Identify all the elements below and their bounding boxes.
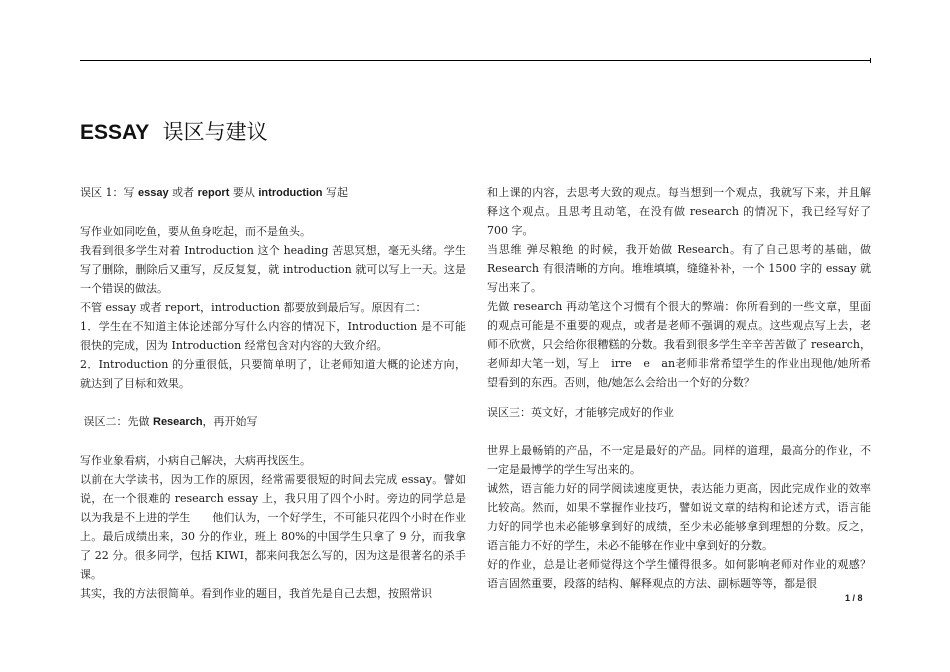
spacer bbox=[80, 432, 466, 451]
paragraph: 世界上最畅销的产品，不一定是最好的产品。同样的道理，最高分的作业，不一定是最博学的学生写出来的。 bbox=[487, 444, 871, 476]
paragraph: 其实，我的方法很简单。看到作业的题目，我首先是自己去想，按照常识 bbox=[80, 587, 432, 600]
section-heading-1-mid2: 要从 bbox=[229, 186, 259, 199]
paragraph: 和上课的内容，去思考大致的观点。每当想到一个观点，我就写下来，并且解释这个观点。且思考且动笔，在没有做 research 的情况下，我已经写好了 700 字。 bbox=[487, 186, 871, 237]
header-rule bbox=[80, 60, 871, 61]
right-column bbox=[487, 183, 871, 593]
document-title bbox=[80, 116, 268, 146]
paragraph: 好的作业，总是让老师觉得这个学生懂得很多。如何影响老师对作业的观感？语言固然重要，段落的结构、解释观点的方法、副标题等等，都是很 bbox=[487, 558, 871, 590]
section-heading-1 bbox=[80, 183, 466, 203]
left-column bbox=[80, 183, 466, 603]
paragraph: 以前在大学读书，因为工作的原因，经常需要很短的时间去完成 essay。譬如说，在一个很难的 research essay 上，我只用了四个小时。旁边的同学总是以为我是不上进的学生 他们认为，一个好学生，不可能只花四个小时在作业上。最后成绩出来，30 分的作业，班上 80%的中国学生只拿了 9 分，而我拿了 22 分。很多同学，包括 KIWI，都来问我怎么写的，因为这是很著名的杀手课。 bbox=[80, 473, 466, 581]
section-heading-3: 误区三：英文好，才能够完成好的作业 bbox=[487, 406, 674, 419]
paragraph: 我看到很多学生对着 Introduction 这个 heading 苦思冥想，毫无头绪。学生写了删除，删除后又重写，反反复复，就 introduction 就可以写上一天。这是一个错误的做法。 bbox=[80, 244, 466, 295]
section-heading-2 bbox=[80, 412, 466, 432]
paragraph: 写作业如同吃鱼，要从鱼身吃起，而不是鱼头。 bbox=[80, 225, 311, 238]
section-heading-1-mid1: 或者 bbox=[168, 186, 198, 199]
section-heading-2-kw-research: Research bbox=[153, 416, 203, 428]
spacer bbox=[80, 203, 466, 222]
paragraph: 当思维 弹尽粮绝 的时候，我开始做 Research。有了自己思考的基础，做 Research 有很清晰的方向。堆堆填填，缝缝补补，一个 1500 字的 essay 就写出来了。 bbox=[487, 243, 871, 294]
title-latin: ESSAY bbox=[80, 121, 150, 144]
paragraph: 诚然，语言能力好的同学阅读速度更快，表达能力更高，因此完成作业的效率比较高。然而，如果不掌握作业技巧，譬如说文章的结构和论述方式，语言能力好的同学也未必能够拿到好的成绩，至少未必能够拿到理想的分数。反之，语言能力不好的学生，未必不能够在作业中拿到好的分数。 bbox=[487, 482, 871, 552]
paragraph: 1．学生在不知道主体论述部分写什么内容的情况下，Introduction 是不可能很快的完成，因为 Introduction 经常包含对内容的大致介绍。 bbox=[80, 320, 466, 352]
paragraph: 2．Introduction 的分重很低，只要简单明了，让老师知道大概的论述方向，就达到了目标和效果。 bbox=[80, 358, 466, 390]
spacer bbox=[487, 392, 871, 403]
paragraph: 不管 essay 或者 report，introduction 都要放到最后写。原因有二： bbox=[80, 301, 427, 314]
section-heading-1-kw-report: report bbox=[197, 187, 230, 199]
paragraph: 写作业象看病，小病自己解决，大病再找医生。 bbox=[80, 454, 311, 467]
spacer bbox=[487, 422, 871, 441]
section-heading-1-kw-essay: essay bbox=[138, 187, 169, 199]
paragraph: 先做 research 再动笔这个习惯有个很大的弊端：你所看到的一些文章，里面的观点可能是不重要的观点，或者是老师不强调的观点。这些观点写上去，老师不欣赏，只会给你很糟糕的分数。我看到很多学生辛辛苦苦做了 research，老师却大笔一划，写上 irre e an老师非常希望学生的作业出现他/她所希望看到的东西。否则，他/她怎么会给出一个好的分数？ bbox=[487, 300, 871, 389]
title-cjk: 误区与建议 bbox=[162, 120, 268, 144]
header-rule-end-mark bbox=[870, 58, 871, 63]
page-indicator: 1 / 8 bbox=[845, 593, 863, 603]
section-heading-1-prefix: 误区 1：写 bbox=[80, 186, 138, 199]
section-heading-1-kw-introduction: introduction bbox=[258, 187, 323, 199]
spacer bbox=[80, 393, 466, 412]
section-heading-2-suffix: ，再开始写 bbox=[202, 415, 258, 428]
section-heading-2-prefix: 误区二：先做 bbox=[83, 415, 153, 428]
section-heading-1-suffix: 写起 bbox=[322, 186, 349, 199]
